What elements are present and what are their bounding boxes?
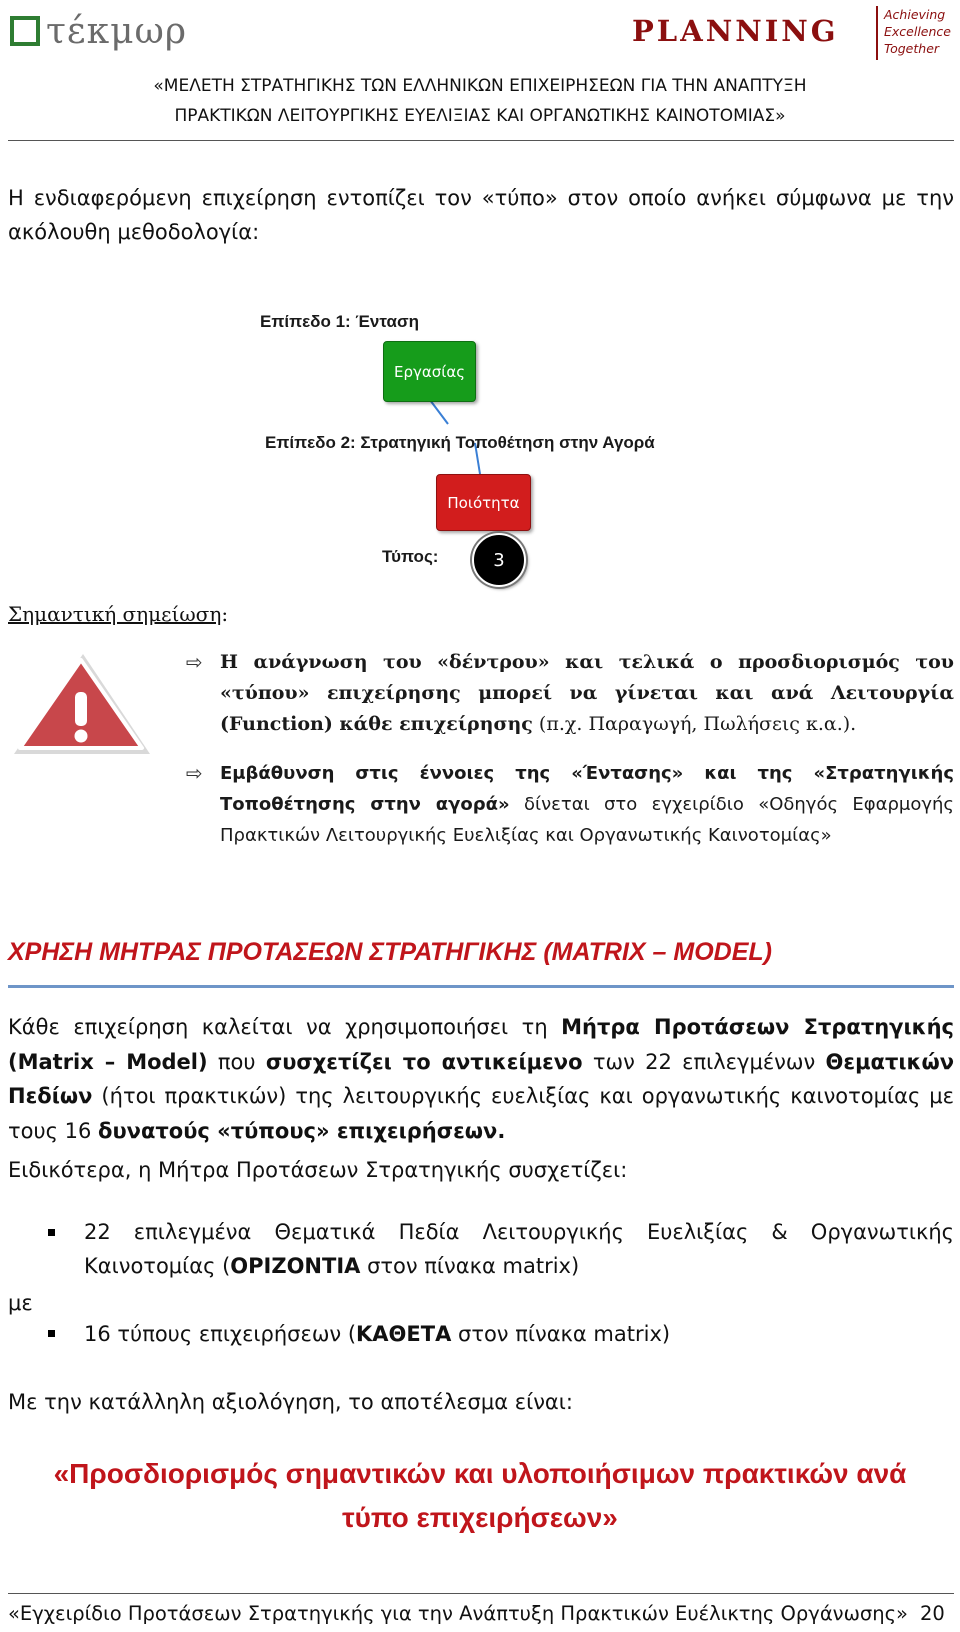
- note-title-text: Σημαντική σημείωση: [8, 602, 222, 626]
- intensity-node: Εργασίας: [383, 341, 476, 402]
- connector-line: [430, 400, 448, 424]
- level-2-label: Επίπεδο 2: Στρατηγική Τοποθέτηση στην Αγορά: [265, 433, 655, 452]
- note-bullet-2-text: δίνεται στο εγχειρίδιο «Οδηγός Εφαρμογής Πρακτικών Λειτουργικής Ευελιξίας και Οργανωτικής Καινοτομίας»: [220, 794, 954, 846]
- li2-segment: 16 τύπους επιχειρήσεων (: [84, 1322, 357, 1346]
- list-item-horizontal: [84, 1215, 954, 1283]
- conclusion-line-1: «Προσδιορισμός σημαντικών και υλοποιήσιμων πρακτικών ανά: [53, 1458, 907, 1489]
- level-1-label: Επίπεδο 1: Ένταση: [260, 312, 419, 331]
- note-bullet-2-bold: Εμβάθυνση στις έννοιες της «Έντασης» και της «Στρατηγικής Τοποθέτησης στην αγορά»: [220, 763, 954, 815]
- p1-segment: Θεματικών Πεδίων: [8, 1049, 955, 1108]
- li1-segment: 22 επιλεγμένα Θεματικά Πεδία Λειτουργικής Ευελιξίας & Οργανωτικής Καινοτομίας (: [84, 1220, 954, 1278]
- footer-divider: [8, 1593, 954, 1594]
- section-title: ΧΡΗΣΗ ΜΗΤΡΑΣ ΠΡΟΤΑΣΕΩΝ ΣΤΡΑΤΗΓΙΚΗΣ (MATRIX – MODEL): [8, 938, 773, 966]
- warning-triangle-icon: [10, 650, 152, 758]
- positioning-node: Ποιότητα: [436, 474, 531, 531]
- tekmor-logo: [10, 8, 187, 54]
- footer-title: «Εγχειρίδιο Προτάσεων Στρατηγικής για την Ανάπτυξη Πρακτικών Ευέλικτης Οργάνωσης»: [8, 1602, 908, 1625]
- p1-segment: συσχετίζει το αντικείμενο: [265, 1049, 583, 1074]
- relates-intro: Ειδικότερα, η Μήτρα Προτάσεων Στρατηγικής συσχετίζει:: [8, 1158, 628, 1182]
- intro-line-2: ακόλουθη μεθοδολογία:: [8, 220, 260, 244]
- square-bullet-icon: [48, 1330, 55, 1337]
- study-title-line-1: «ΜΕΛΕΤΗ ΣΤΡΑΤΗΓΙΚΗΣ ΤΩΝ ΕΛΛΗΝΙΚΩΝ ΕΠΙΧΕΙΡΗΣΕΩΝ ΓΙΑ ΤΗΝ ΑΝΑΠΤΥΞΗ: [153, 76, 807, 96]
- type-value-badge: 3: [472, 533, 526, 587]
- arrow-bullet-icon: ⇨: [186, 761, 203, 785]
- note-title: [8, 602, 228, 626]
- study-title-line-2: ΠΡΑΚΤΙΚΩΝ ΛΕΙΤΟΥΡΓΙΚΗΣ ΕΥΕΛΙΞΙΑΣ ΚΑΙ ΟΡΓΑΝΩΤΙΚΗΣ ΚΑΙΝΟΤΟΜΙΑΣ»: [174, 106, 786, 126]
- header-divider: [8, 140, 954, 141]
- note-bullet-1-text: (π.χ. Παραγωγή, Πωλήσεις κ.α.).: [532, 713, 857, 735]
- note-bullet-2: [220, 758, 954, 851]
- p1-segment: που: [207, 1049, 266, 1074]
- section-title-underline: [8, 985, 954, 988]
- p1-segment: Μήτρα Προτάσεων Στρατηγικής (Matrix – Model): [8, 1015, 954, 1074]
- logo-divider: [876, 6, 878, 60]
- note-bullet-1: [220, 647, 954, 740]
- tagline-line: Excellence: [884, 24, 951, 39]
- type-label: Τύπος:: [382, 547, 439, 566]
- note-bullet-1-bold: Η ανάγνωση του «δέντρου» και τελικά ο προσδιορισμός του «τύπου» επιχείρησης μπορεί να γίνεται και ανά Λειτουργία (Function) κάθε επιχείρησης: [220, 651, 954, 735]
- p1-segment: (ήτοι πρακτικών) της λειτουργικής ευελιξίας και οργανωτικής καινοτομίας με τους 16: [8, 1084, 954, 1143]
- p1-segment: Κάθε επιχείρηση καλείται να χρησιμοποιήσει τη: [8, 1015, 562, 1039]
- planning-logo: PLANNING: [632, 14, 839, 48]
- li2-segment: στον πίνακα matrix): [451, 1322, 671, 1346]
- tekmor-logo-text: τέκμωρ: [46, 10, 187, 52]
- joiner-text: με: [8, 1291, 33, 1315]
- li2-segment: ΚΑΘΕΤΑ: [356, 1322, 452, 1346]
- intro-line-1: Η ενδιαφερόμενη επιχείρηση εντοπίζει τον «τύπο» στον οποίο ανήκει σύμφωνα με την: [8, 186, 954, 210]
- logo-square-icon: [10, 16, 40, 46]
- evaluation-sentence: Με την κατάλληλη αξιολόγηση, το αποτέλεσμα είναι:: [8, 1390, 573, 1414]
- note-title-colon: :: [221, 602, 229, 626]
- planning-tagline: [884, 6, 951, 57]
- li1-segment: ΟΡΙΖΟΝΤΙΑ: [230, 1254, 361, 1278]
- p1-segment: των 22 επιλεγμένων: [582, 1049, 826, 1074]
- li1-segment: στον πίνακα matrix): [360, 1254, 580, 1278]
- tagline-line: Achieving: [884, 7, 946, 22]
- list-item-vertical: [84, 1316, 954, 1352]
- matrix-paragraph: [8, 1010, 954, 1148]
- p1-segment: δυνατούς «τύπους» επιχειρήσεων.: [98, 1118, 506, 1143]
- page-number: 20: [920, 1602, 945, 1625]
- conclusion-line-2: τύπο επιχειρήσεων»: [342, 1502, 618, 1533]
- tagline-line: Together: [884, 41, 940, 56]
- square-bullet-icon: [48, 1229, 55, 1236]
- arrow-bullet-icon: ⇨: [186, 650, 203, 674]
